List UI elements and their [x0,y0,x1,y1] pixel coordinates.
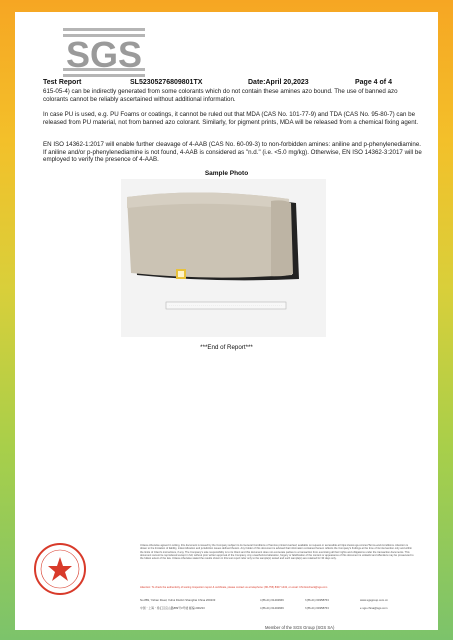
member-of-sgs-group: Member of the SGS Group (SGS SA) [265,625,335,630]
legal-disclaimer: Unless otherwise agreed in writing, this document is issued by the Company subject to its General Conditions of Service printed overleaf, available on request or accessible at https://www.sgs.com/en/Terms-and-Conditions. Attention is drawn to the limitation of liability, indemnification and jurisdiction issues defined therein. Any holder of this document is advised that information contained hereon reflects the Company's findings at the time of its intervention only and within the limits of Client's instructions, if any. The Company's sole responsibility is to its Client and this document does not exonerate parties to a transaction from exercising all their rights and obligations under the transaction documents. This document cannot be reproduced except in full, without prior written approval of the Company. Any unauthorized alteration, forgery or falsification of the content or appearance of this document is unlawful and offenders may be prosecuted to the fullest extent of the law. Unless otherwise stated the results shown in this test report refer only to the sample(s) tested and such sample(s) are retained for 30 days only. [140,544,414,561]
test-report-label: Test Report [43,79,82,86]
address-english: No.889, Yishan Road, Xuhui District Shanghai China 200233 [140,598,216,602]
sample-photo-caption: Sample Photo [204,170,249,177]
report-number: SL52305276809801TX [130,79,203,86]
paragraph-4aab: EN ISO 14362-1:2017 will enable further cleavage of 4-AAB (CAS No. 60-09-3) to non-forbidden amines: aniline and p-phenylenediamine. If aniline and/or p-phenylenediamine is not found, 4-AAB is considered as "n.d." (i.e. <5.0 mg/kg). Otherwise, EN ISO 14362-3:2017 will be employed to verify the presence of 4-AAB. [43,141,422,164]
phone-chinese: t (86-21) 61402666 [260,606,284,610]
website[interactable]: www.sgsgroup.com.cn [360,598,388,602]
paragraph-azo: 615-05-4) can be indirectly generated from some colorants which do not contain these amines azo bound. The use of banned azo colorants cannot be reliably ascertained without additional information. [43,88,398,103]
report-page [15,12,438,630]
seal-stamp-icon [33,542,87,596]
fax-chinese: f (86-21) 64958763 [305,606,329,610]
sgs-logo [63,24,145,82]
authenticity-warning: Attention: To check the authenticity of testing /inspection report & certificate, please contact us at telephone: (86-755) 8307 1443, or email: CN.Doccheck@sgs.com [140,586,328,589]
fax-english: f (86-21) 64958763 [305,598,329,602]
address-chinese: 中国・上海・徐汇区宜山路889号3号楼 邮编:200233 [140,606,205,610]
paragraph-pu: In case PU is used, e.g. PU Foams or coatings, it cannot be ruled out that MDA (CAS No. 101-77-9) and TDA (CAS No. 95-80-7) can be released from PU material, not from banned azo colorant. Similarly, for pigment prints, MDA will be released from a chemical fixing agent. [43,111,419,126]
page-number: Page 4 of 4 [355,79,392,86]
report-date: Date:April 20,2023 [248,79,309,86]
email[interactable]: e sgs.china@sgs.com [360,606,388,610]
phone-english: t (86-21) 61402666 [260,598,284,602]
end-of-report: ***End of Report*** [200,344,253,351]
logo-text: SGS [65,34,143,75]
sample-photo [121,179,326,337]
